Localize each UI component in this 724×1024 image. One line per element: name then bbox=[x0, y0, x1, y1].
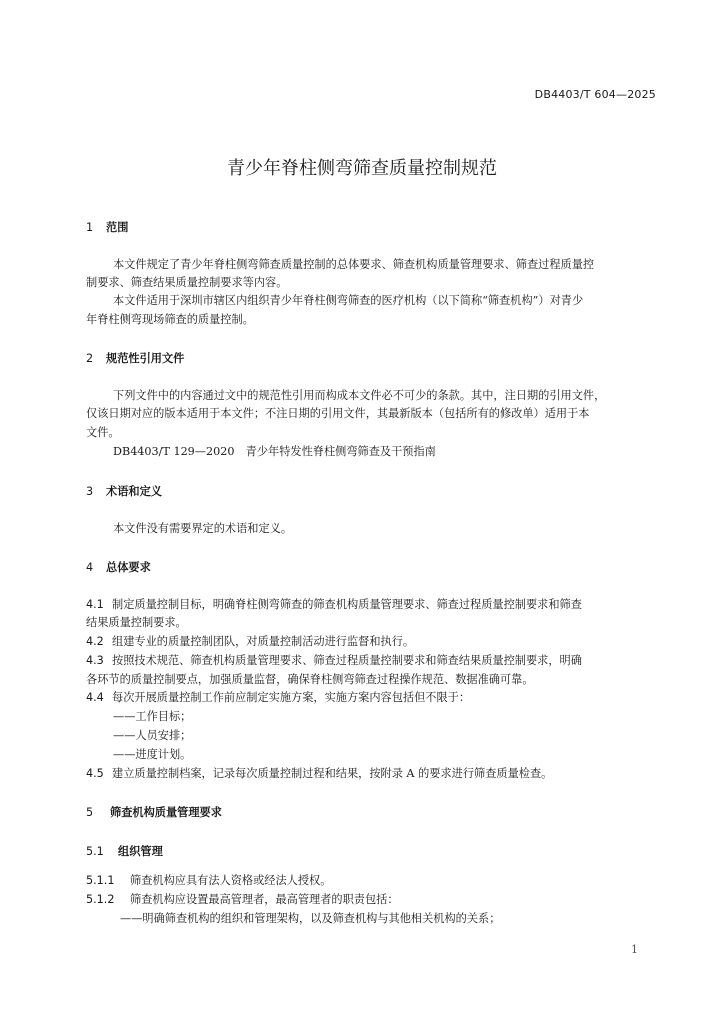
section-number: 5 bbox=[86, 806, 94, 819]
section-title: 规范性引用文件 bbox=[106, 352, 185, 365]
clause-number: 4.1 bbox=[86, 598, 104, 611]
clause-number: 4.5 bbox=[86, 767, 104, 780]
paragraph-line: 制要求、筛查结果质量控制要求等内容。 bbox=[86, 276, 288, 289]
section-3-heading bbox=[86, 484, 162, 500]
paragraph-line: 各环节的质量控制要点，加强质量监督，确保脊柱侧弯筛查过程操作规范、数据准确可靠。 bbox=[86, 673, 534, 686]
paragraph-line: 仅该日期对应的版本适用于本文件；不注日期的引用文件，其最新版本（包括所有的修改单）适用于本 bbox=[86, 407, 590, 420]
section-number: 4 bbox=[86, 561, 94, 574]
clause-text: 按照技术规范、筛查机构质量管理要求、筛查过程质量控制要求和筛查结果质量控制要求，明确 bbox=[112, 654, 582, 667]
clause-text: 每次开展质量控制工作前应制定实施方案，实施方案内容包括但不限于： bbox=[112, 691, 471, 704]
clause-text: 组建专业的质量控制团队，对质量控制活动进行监督和执行。 bbox=[112, 635, 415, 648]
section-4-heading bbox=[86, 560, 151, 576]
clause-number: 5.1.2 bbox=[86, 893, 115, 906]
clause-text: 建立质量控制档案，记录每次质量控制过程和结果，按附录 A 的要求进行筛查质量检查。 bbox=[112, 767, 553, 780]
section-title: 范围 bbox=[106, 221, 129, 234]
section-title: 总体要求 bbox=[106, 561, 151, 574]
document-code: DB4403/T 604—2025 bbox=[534, 88, 656, 101]
page-number: 1 bbox=[631, 943, 638, 956]
list-item: ——人员安排； bbox=[113, 729, 192, 742]
section-number: 2 bbox=[86, 352, 94, 365]
clause-text: 筛查机构应设置最高管理者，最高管理者的职责包括： bbox=[130, 893, 399, 906]
subsection-title: 组织管理 bbox=[118, 845, 163, 858]
list-item: ——工作目标； bbox=[113, 710, 192, 723]
clause-4-2 bbox=[86, 634, 414, 650]
normative-reference: DB4403/T 129—2020 青少年特发性脊柱侧弯筛查及干预指南 bbox=[113, 445, 436, 458]
paragraph-line: 本文件适用于深圳市辖区内组织青少年脊柱侧弯筛查的医疗机构（以下简称“筛查机构”）对青少 bbox=[113, 294, 584, 307]
clause-number: 5.1.1 bbox=[86, 874, 115, 887]
section-title: 术语和定义 bbox=[106, 485, 162, 498]
subsection-number: 5.1 bbox=[86, 845, 104, 858]
paragraph-line: 文件。 bbox=[86, 426, 120, 439]
subsection-5-1-heading bbox=[86, 844, 163, 860]
paragraph-line: 本文件规定了青少年脊柱侧弯筛查质量控制的总体要求、筛查机构质量管理要求、筛查过程质量控 bbox=[113, 258, 595, 271]
paragraph-line: 结果质量控制要求。 bbox=[86, 616, 187, 629]
section-1-heading bbox=[86, 220, 128, 236]
clause-text: 筛查机构应具有法人资格或经法人授权。 bbox=[130, 874, 332, 887]
paragraph-line: 年脊柱侧弯现场筛查的质量控制。 bbox=[86, 313, 254, 326]
section-number: 3 bbox=[86, 485, 94, 498]
clause-4-5 bbox=[86, 766, 552, 782]
clause-4-3 bbox=[86, 653, 582, 669]
clause-number: 4.3 bbox=[86, 654, 104, 667]
clause-number: 4.4 bbox=[86, 691, 104, 704]
list-item: ——进度计划。 bbox=[113, 748, 192, 761]
section-2-heading bbox=[86, 351, 184, 367]
section-5-heading bbox=[86, 805, 222, 821]
paragraph-line: 下列文件中的内容通过文中的规范性引用而构成本文件必不可少的条款。其中，注日期的引用文件， bbox=[113, 389, 606, 402]
section-title: 筛查机构质量管理要求 bbox=[110, 806, 222, 819]
list-item: ——明确筛查机构的组织和管理架构，以及筛查机构与其他相关机构的关系； bbox=[120, 912, 501, 925]
clause-4-4 bbox=[86, 690, 470, 706]
paragraph-line: 本文件没有需要界定的术语和定义。 bbox=[113, 522, 293, 535]
clause-number: 4.2 bbox=[86, 635, 104, 648]
clause-text: 制定质量控制目标，明确脊柱侧弯筛查的筛查机构质量管理要求、筛查过程质量控制要求和筛查 bbox=[112, 598, 582, 611]
clause-5-1-1 bbox=[86, 873, 331, 889]
section-number: 1 bbox=[86, 221, 94, 234]
document-title: 青少年脊柱侧弯筛查质量控制规范 bbox=[227, 158, 497, 179]
clause-4-1 bbox=[86, 597, 582, 613]
clause-5-1-2 bbox=[86, 892, 399, 908]
